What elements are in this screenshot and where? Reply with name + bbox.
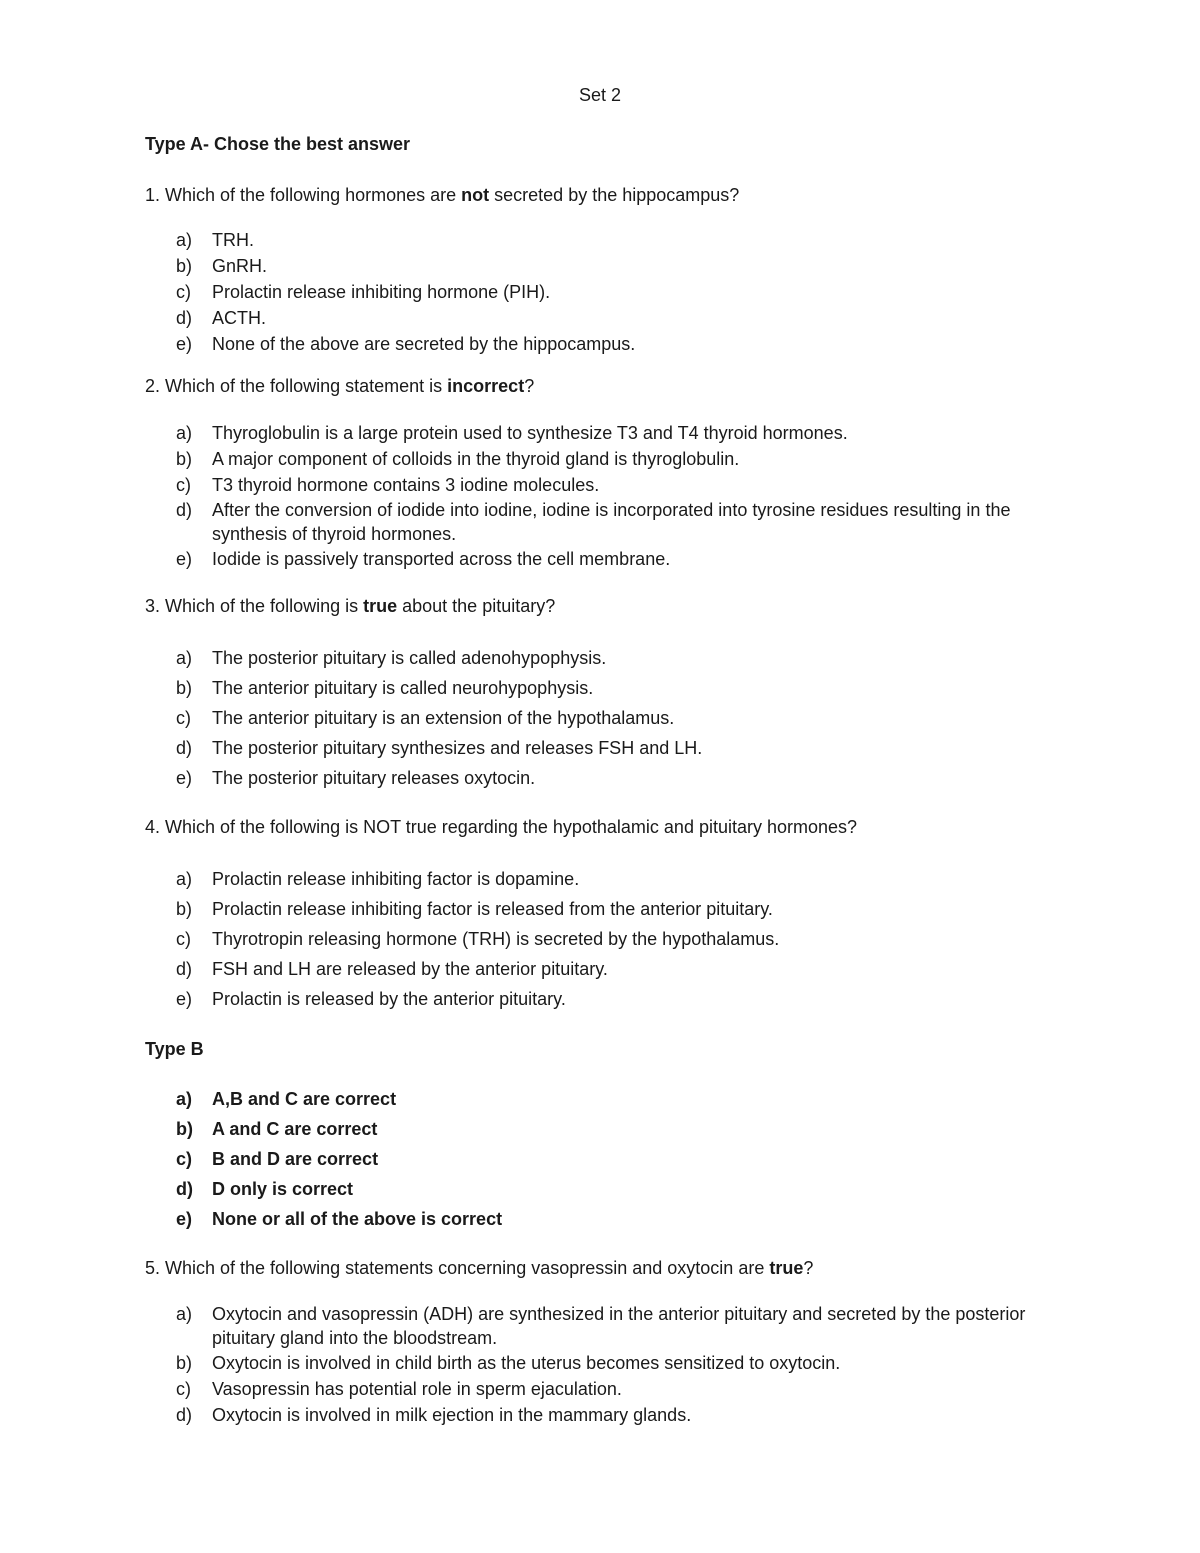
option-text: Oxytocin is involved in child birth as the uterus becomes sensitized to oxytocin. bbox=[212, 1353, 841, 1373]
option-letter: a) bbox=[176, 869, 193, 889]
option-item bbox=[176, 1302, 1076, 1350]
option-text: GnRH. bbox=[212, 256, 268, 276]
option-letter: c) bbox=[176, 708, 191, 728]
option-text: Thyrotropin releasing hormone (TRH) is secreted by the hypothalamus. bbox=[212, 929, 780, 949]
question-3 bbox=[145, 595, 1065, 617]
question-2-options bbox=[176, 420, 1076, 572]
option-letter: e) bbox=[176, 334, 193, 354]
option-item bbox=[176, 279, 1076, 305]
question-emphasis: not bbox=[461, 185, 490, 205]
option-text: Prolactin release inhibiting factor is released from the anterior pituitary. bbox=[212, 899, 773, 919]
question-1-options bbox=[176, 227, 1076, 357]
option-text: The posterior pituitary is called adenohypophysis. bbox=[212, 648, 607, 668]
answer-key-item bbox=[176, 1144, 1076, 1174]
option-item bbox=[176, 763, 1076, 793]
option-item bbox=[176, 498, 1076, 546]
option-text: A,B and C are correct bbox=[212, 1089, 397, 1109]
option-text: D only is correct bbox=[212, 1179, 354, 1199]
answer-key-item bbox=[176, 1114, 1076, 1144]
question-5 bbox=[145, 1257, 1065, 1279]
option-item bbox=[176, 673, 1076, 703]
option-letter: e) bbox=[176, 768, 193, 788]
option-letter: e) bbox=[176, 549, 193, 569]
option-letter: a) bbox=[176, 1304, 193, 1324]
option-letter: d) bbox=[176, 1405, 193, 1425]
option-letter: d) bbox=[176, 1179, 193, 1199]
option-letter: b) bbox=[176, 256, 193, 276]
option-text: FSH and LH are released by the anterior pituitary. bbox=[212, 959, 608, 979]
option-letter: b) bbox=[176, 1119, 193, 1139]
type-a-heading: Type A- Chose the best answer bbox=[145, 134, 411, 154]
option-text: A major component of colloids in the thyroid gland is thyroglobulin. bbox=[212, 449, 740, 469]
option-text: None of the above are secreted by the hippocampus. bbox=[212, 334, 636, 354]
option-letter: b) bbox=[176, 449, 193, 469]
type-b-answer-key bbox=[176, 1084, 1076, 1234]
question-1 bbox=[145, 184, 1065, 206]
option-letter: c) bbox=[176, 1379, 191, 1399]
option-text: After the conversion of iodide into iodine, iodine is incorporated into tyrosine residues resulting in the synthesis of thyroid hormones. bbox=[212, 500, 1011, 544]
question-emphasis: incorrect bbox=[447, 376, 525, 396]
option-letter: d) bbox=[176, 500, 193, 520]
question-text: about the pituitary? bbox=[397, 596, 556, 616]
option-letter: e) bbox=[176, 1209, 193, 1229]
option-text: None or all of the above is correct bbox=[212, 1209, 503, 1229]
option-text: Thyroglobulin is a large protein used to synthesize T3 and T4 thyroid hormones. bbox=[212, 423, 848, 443]
answer-key-item bbox=[176, 1204, 1076, 1234]
option-letter: a) bbox=[176, 230, 193, 250]
option-item bbox=[176, 864, 1076, 894]
option-item bbox=[176, 954, 1076, 984]
option-letter: c) bbox=[176, 282, 191, 302]
page-title: Set 2 bbox=[578, 85, 622, 105]
question-text: ? bbox=[803, 1258, 814, 1278]
option-text: The posterior pituitary releases oxytocin. bbox=[212, 768, 536, 788]
option-letter: e) bbox=[176, 989, 193, 1009]
option-item bbox=[176, 546, 1076, 572]
option-text: The anterior pituitary is called neurohypophysis. bbox=[212, 678, 594, 698]
option-text: B and D are correct bbox=[212, 1149, 379, 1169]
option-letter: d) bbox=[176, 308, 193, 328]
option-text: The posterior pituitary synthesizes and releases FSH and LH. bbox=[212, 738, 703, 758]
question-2 bbox=[145, 375, 1065, 397]
option-letter: b) bbox=[176, 678, 193, 698]
option-item bbox=[176, 472, 1076, 498]
question-emphasis: true bbox=[769, 1258, 804, 1278]
option-item bbox=[176, 703, 1076, 733]
option-item bbox=[176, 253, 1076, 279]
option-text: ACTH. bbox=[212, 308, 266, 328]
option-text: Prolactin is released by the anterior pituitary. bbox=[212, 989, 566, 1009]
option-text: Prolactin release inhibiting factor is dopamine. bbox=[212, 869, 580, 889]
question-emphasis: true bbox=[363, 596, 398, 616]
option-letter: c) bbox=[176, 1149, 193, 1169]
answer-key-item bbox=[176, 1174, 1076, 1204]
option-text: A and C are correct bbox=[212, 1119, 378, 1139]
question-text: secreted by the hippocampus? bbox=[489, 185, 740, 205]
option-letter: d) bbox=[176, 738, 193, 758]
question-3-options bbox=[176, 643, 1076, 793]
option-item bbox=[176, 1376, 1076, 1402]
question-text: ? bbox=[524, 376, 535, 396]
option-item bbox=[176, 733, 1076, 763]
option-text: Vasopressin has potential role in sperm ejaculation. bbox=[212, 1379, 622, 1399]
option-letter: c) bbox=[176, 475, 191, 495]
option-letter: a) bbox=[176, 423, 193, 443]
option-letter: b) bbox=[176, 1353, 193, 1373]
answer-key-item bbox=[176, 1084, 1076, 1114]
question-text: 2. Which of the following statement is bbox=[145, 376, 448, 396]
option-item bbox=[176, 1402, 1076, 1428]
question-text: 1. Which of the following hormones are bbox=[145, 185, 462, 205]
question-4-options bbox=[176, 864, 1076, 1014]
type-b-heading: Type B bbox=[145, 1039, 204, 1059]
option-item bbox=[176, 924, 1076, 954]
option-item bbox=[176, 643, 1076, 673]
option-text: Iodide is passively transported across the cell membrane. bbox=[212, 549, 671, 569]
option-item bbox=[176, 894, 1076, 924]
option-item bbox=[176, 446, 1076, 472]
question-text: 5. Which of the following statements concerning vasopressin and oxytocin are bbox=[145, 1258, 770, 1278]
question-4: 4. Which of the following is NOT true regarding the hypothalamic and pituitary hormones? bbox=[145, 817, 858, 837]
option-item bbox=[176, 420, 1076, 446]
option-text: Prolactin release inhibiting hormone (PIH). bbox=[212, 282, 551, 302]
option-text: TRH. bbox=[212, 230, 254, 250]
question-text: 3. Which of the following is bbox=[145, 596, 364, 616]
option-letter: c) bbox=[176, 929, 191, 949]
option-text: Oxytocin and vasopressin (ADH) are synthesized in the anterior pituitary and secreted by the posterior pituitary gland into the bloodstream. bbox=[212, 1304, 1026, 1348]
option-letter: a) bbox=[176, 648, 193, 668]
option-text: T3 thyroid hormone contains 3 iodine molecules. bbox=[212, 475, 600, 495]
option-letter: b) bbox=[176, 899, 193, 919]
option-item bbox=[176, 227, 1076, 253]
option-item bbox=[176, 984, 1076, 1014]
option-item bbox=[176, 1350, 1076, 1376]
option-letter: a) bbox=[176, 1089, 193, 1109]
option-letter: d) bbox=[176, 959, 193, 979]
option-text: Oxytocin is involved in milk ejection in the mammary glands. bbox=[212, 1405, 692, 1425]
option-item bbox=[176, 331, 1076, 357]
option-text: The anterior pituitary is an extension of the hypothalamus. bbox=[212, 708, 675, 728]
question-5-options bbox=[176, 1302, 1076, 1428]
option-item bbox=[176, 305, 1076, 331]
